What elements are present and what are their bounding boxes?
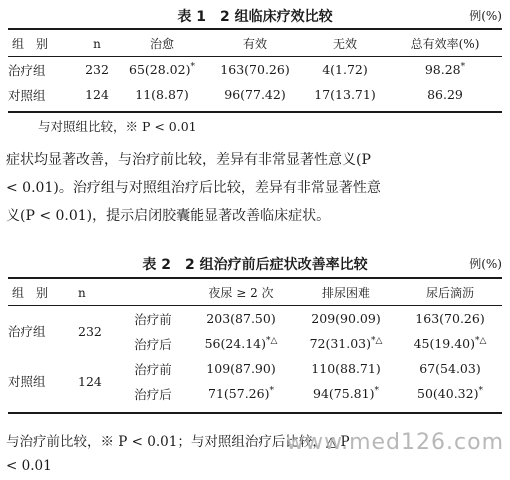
table2-cell-phase: 治疗前 [134,311,172,327]
table2-unit: 例(%) [469,257,502,271]
table2-cell-phase: 治疗前 [134,361,172,377]
table2-title: 表 2 2 组治疗前后症状改善率比较 [142,257,368,273]
table1-top-rule [8,28,502,30]
table2-cell-dribbling [398,331,502,356]
significance-mark: *△ [475,335,487,346]
value: 209(90.09) [311,311,381,326]
table2-header-group: 组 别 [12,286,49,300]
significance-mark: * [190,61,195,72]
table2-cell-dysuria [294,381,398,406]
table1-header-row [8,31,502,56]
footnote-line: < 0.01 [6,458,52,474]
table1-title: 表 1 2 组临床疗效比较 [177,9,333,25]
table1-caption [0,4,510,26]
table1-unit: 例(%) [469,9,502,23]
table1-header-ineffective: 无效 [332,37,357,51]
table2-cell-dysuria [294,306,398,331]
body-paragraph [6,146,506,230]
value: 65(28.02) [129,62,191,77]
table2-cell-nocturia [188,331,294,356]
table1-cell-cure [116,82,208,107]
table1-cell-total [388,82,502,107]
table2-caption [0,254,510,276]
table1-row [8,82,502,107]
table2-header-row [8,280,502,305]
value: 110(88.71) [311,361,381,376]
watermark: www.med126.com [286,430,504,455]
table2-cell-dysuria [294,356,398,381]
table1-cell-n: 232 [85,62,109,77]
table2-cell-group: 治疗组 [8,324,46,339]
value: 109(87.90) [206,361,276,376]
value: 98.28 [424,62,461,77]
significance-mark: *△ [266,335,278,346]
table2-header-nocturia: 夜尿 ≥ 2 次 [208,286,274,300]
value: 86.29 [427,87,463,102]
table1-header-effective: 有效 [242,37,267,51]
table2-cell-group: 对照组 [8,374,46,389]
table2-cell-nocturia [188,356,294,381]
table1-header-total: 总有效率(%) [410,37,480,51]
table2-header-n: n [78,285,86,300]
table1-cell-ineffective: 17(13.71) [314,87,376,102]
table1-cell-group: 治疗组 [8,62,46,78]
value: 71(57.26) [208,386,270,401]
value: 94(75.81) [313,386,375,401]
table2-bottom-rule [8,412,502,414]
table2-cell-phase: 治疗后 [134,386,172,402]
table1-bottom-rule [8,111,502,113]
paragraph-line: 义(P < 0.01)，提示启闭胶囊能显著改善临床症状。 [6,208,331,224]
table1-header-n: n [93,36,101,51]
table1-cell-effective: 163(70.26) [220,62,290,77]
table2-cell-phase: 治疗后 [134,336,172,352]
value: 163(70.26) [415,311,485,326]
value: 45(19.40) [413,336,476,351]
paragraph-line: 症状均显著改善，与治疗前比较，差异有非常显著性意义(P [6,152,371,168]
table1-cell-n: 124 [85,87,109,102]
significance-mark: * [374,385,379,396]
table2-cell-dribbling [398,306,502,331]
table1-cell-effective: 96(77.42) [224,87,286,102]
table1-cell-total [388,57,502,82]
table2-cell-n: 124 [78,373,102,389]
table2-cell-nocturia [188,306,294,331]
paragraph-line: < 0.01)。治疗组与对照组治疗后比较，差异有非常显著性意 [6,180,381,196]
table2-row [8,356,502,381]
table2-cell-dysuria [294,331,398,356]
table2-cell-dribbling [398,356,502,381]
value: 72(31.03) [309,336,372,351]
value: 203(87.50) [206,311,276,326]
table2-cell-n: 232 [78,323,102,339]
table2-header-dysuria: 排尿困难 [321,286,370,300]
significance-mark: *△ [371,335,383,346]
table2-header-dribbling: 尿后滴沥 [425,286,474,300]
table2-top-rule [8,277,502,279]
footnote-line: 与治疗前比较，※ P < 0.01；与对照组治疗后比较，△ P [6,434,350,450]
table2 [8,280,502,406]
table2-cell-dribbling [398,381,502,406]
table1 [8,31,502,107]
table2-cell-nocturia [188,381,294,406]
value: 50(40.32) [417,386,479,401]
table2-row [8,306,502,331]
significance-mark: * [478,385,483,396]
table1-footnote: 与对照组比较，※ P < 0.01 [38,119,197,134]
table1-cell-group: 对照组 [8,87,46,103]
value: 11(8.87) [135,87,189,102]
table1-row [8,57,502,82]
table1-header-cure: 治愈 [149,37,174,51]
table2-header-phase [118,280,188,305]
significance-mark: * [460,61,466,72]
table1-cell-cure [116,57,208,82]
significance-mark: * [269,385,274,396]
table1-cell-ineffective: 4(1.72) [322,62,368,77]
value: 67(54.03) [419,361,481,376]
value: 56(24.14) [204,336,267,351]
table1-header-group: 组 别 [12,37,49,51]
